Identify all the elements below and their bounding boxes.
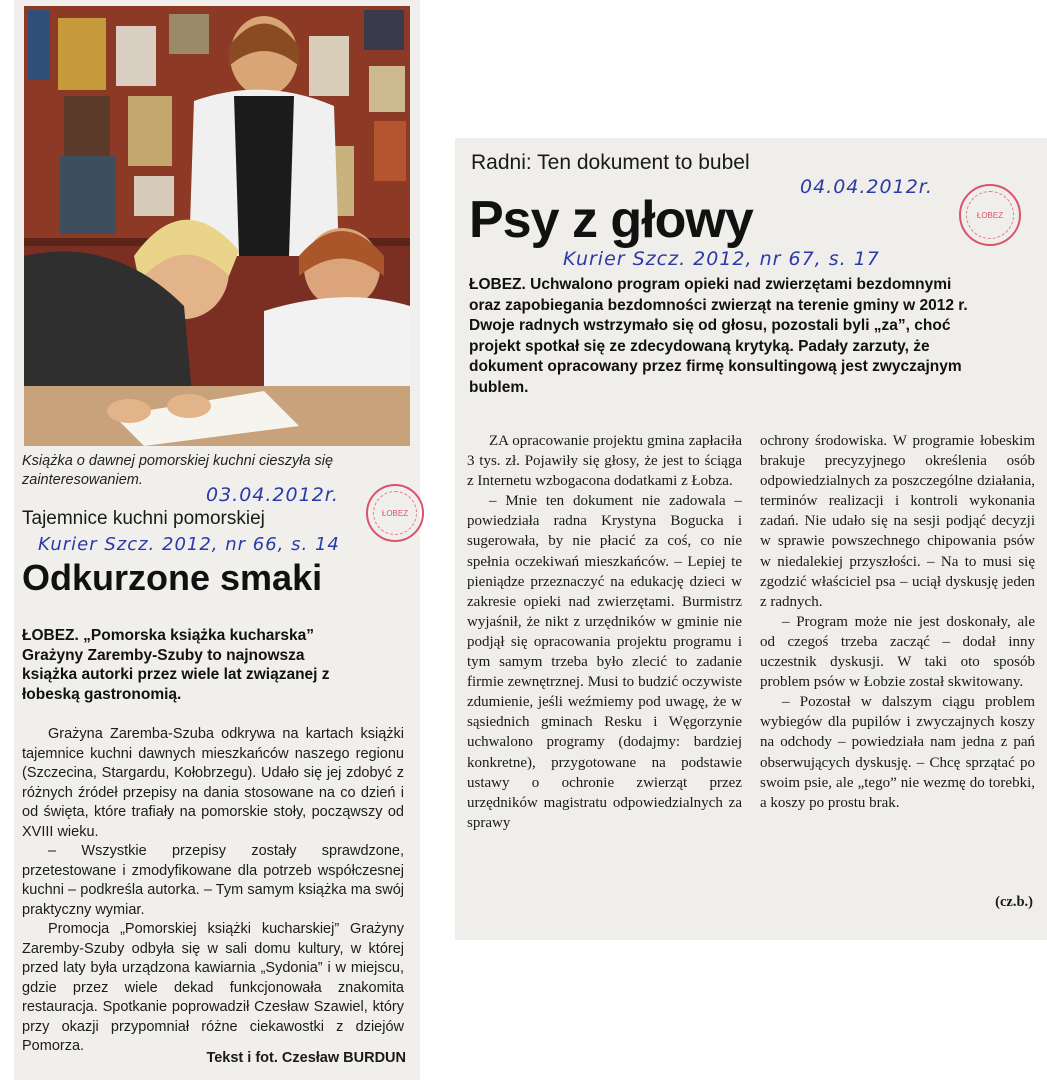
column-paragraph: ZA opracowanie projektu gmina zapłaciła 3 tys. zł. Pojawiły się głosy, że jest to ściąga z Internetu wzbogacona dodatkami z Łobza. (467, 433, 742, 490)
article-lead: ŁOBEZ. „Pomorska książka kucharska” Grażyny Zaremby-Szuby to najnowsza książka autorki przez wiele lat związanej z łobeską gastronomią. (22, 627, 330, 703)
column-paragraph: – Pozostał w dalszym ciągu problem wybiegów dla pupilów i zwyczajnych koszy na odchody – powiedziała nam jedna z pań obserwujących dyskusję. – Chcę sprzątać po swoim psie, ale „tego” nie wezmę do torebki, a koszy po prostu brak. (760, 694, 1035, 811)
stamp-label: ŁOBEZ (381, 508, 409, 518)
article-column-2 (760, 431, 1035, 813)
left-newspaper-clipping (14, 0, 420, 1080)
article-signature: (cz.b.) (995, 894, 1033, 910)
library-stamp (366, 484, 424, 542)
photo-illustration (24, 6, 410, 446)
article-kicker: Tajemnice kuchni pomorskiej (22, 508, 265, 529)
article-lead: ŁOBEZ. Uchwalono program opieki nad zwierzętami bezdomnymi oraz zapobiegania bezdomności zwierząt na terenie gminy w 2012 r. Dwoje radnych wstrzymało się od głosu, pozostali byli „za”, choć projekt spotkał się ze zdecydowaną krytyką. Padały zarzuty, że dokument opracowany przez firmę konsultingową jest zwyczajnym bublem. (469, 276, 968, 396)
handwritten-date: 04.04.2012r. (800, 176, 933, 198)
article-headline: Psy z głowy (469, 191, 753, 249)
article-kicker: Radni: Ten dokument to bubel (471, 151, 750, 174)
column-paragraph: – Mnie ten dokument nie zadowala – powiedziała radna Krystyna Bogucka i sugerowała, by nie płacić za coś, co nie spełnia oczekiwań mieszkańców. – Lepiej te pieniądze przeznaczyć na edukację dzieci w zakresie opieki nad zwierzętami. Burmistrz wyjaśnił, że nikt z urzędników w gminie nie podjął się opracowania projektu programu i tym samym trzeba było zlecić to zadanie firmie zewnętrznej. Musi to budzić oczywiste zdumienie, jeśli weźmiemy pod uwagę, że w sąsiednich gminach Resku i Węgorzynie uchwalono programy (dodajmy: bardziej konkretne), przygotowane na podstawie ustawy o ochronie zwierząt przez urzędników magistratu odpowiedzialnych za sprawy (467, 493, 742, 831)
article-column-1 (467, 431, 742, 833)
photo-caption: Książka o dawnej pomorskiej kuchni cieszyła się zainteresowaniem. (22, 453, 334, 488)
column-paragraph: ochrony środowiska. W programie łobeskim brakuje precyzyjnego określenia osób odpowiedzialnych za poszczególne działania, terminów realizacji i kontroli wykonania zadań. Nie udało się na sesji podjąć decyzji w sprawie powszechnego chipowania psów w niedalekiej przyszłości. – Na to musi się zgodzić właściciel psa – uciął dyskusję jeden z radnych. (760, 433, 1035, 610)
body-paragraph: Promocja „Pomorskiej książki kucharskiej” Grażyny Zaremby-Szuby odbyła się w sali domu kultury, w której przed laty była urządzona kawiarnia „Sydonia” i w miejscu, gdzie przez wiele dekad funkcjonowała znakomita restauracja. Spotkanie poprowadził Czesław Szawiel, który przy okazji przypomniał różne ciekawostki z dziejów Pomorza. (22, 921, 404, 1054)
article-body (22, 725, 404, 1057)
handwritten-source: Kurier Szcz. 2012, nr 67, s. 17 (563, 248, 880, 270)
library-stamp (959, 184, 1021, 246)
handwritten-date: 03.04.2012r. (206, 484, 339, 506)
handwritten-source: Kurier Szcz. 2012, nr 66, s. 14 (38, 534, 340, 555)
body-paragraph: Grażyna Zaremba-Szuba odkrywa na kartach książki tajemnice kuchni dawnych mieszkańców naszego regionu (Szczecina, Stargardu, Kołobrzegu). Udało się jej zdobyć z różnych źródeł przepisy na dania stosowane na co dzień i od święta, które trafiały na pomorskie stoły, począwszy od XVIII wieku. (22, 726, 404, 840)
stamp-label: ŁOBEZ (976, 210, 1004, 220)
book-promotion-photo (24, 6, 410, 446)
article-headline: Odkurzone smaki (22, 557, 323, 598)
article-byline: Tekst i fot. Czesław BURDUN (206, 1050, 406, 1066)
column-paragraph: – Program może nie jest doskonały, ale od czegoś trzeba zacząć – dodał inny uczestnik dyskusji. W taki oto sposób problem psów w Łobzie został skwitowany. (760, 613, 1035, 691)
body-paragraph: – Wszystkie przepisy zostały sprawdzone, przetestowane i zmodyfikowane dla potrzeb współczesnej kuchni – podkreśla autorka. – Tym samym książka ma swój praktyczny wymiar. (22, 843, 404, 918)
right-newspaper-clipping (455, 138, 1047, 940)
